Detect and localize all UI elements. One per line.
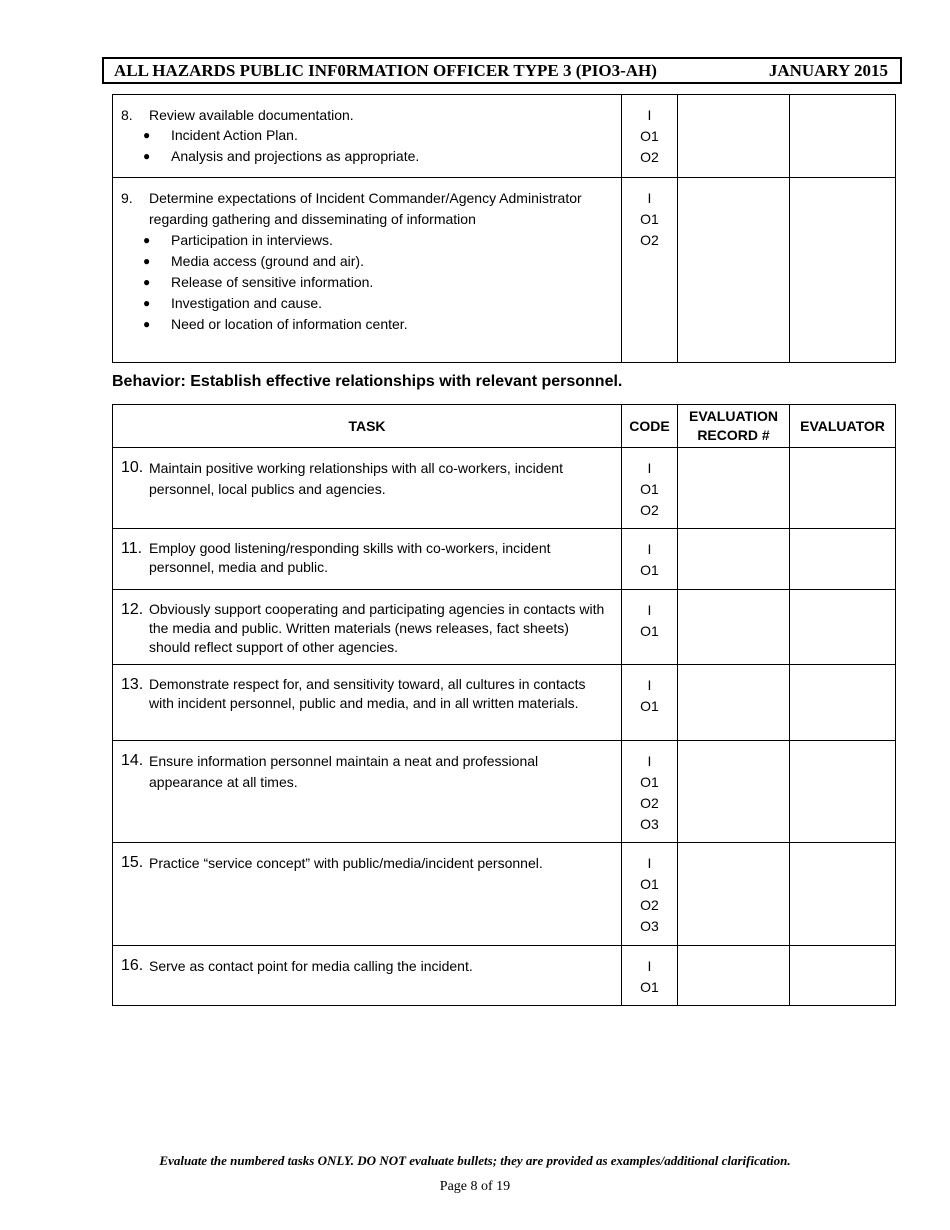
table-header-row [113, 405, 896, 448]
evaluation-record-cell[interactable] [678, 741, 790, 843]
table-row [113, 178, 896, 363]
code-cell: I O1 O2 [622, 178, 678, 363]
column-header-evaluation-record: EVALUATION RECORD # [678, 405, 790, 448]
evaluator-cell[interactable] [790, 665, 896, 741]
evaluator-cell[interactable] [790, 843, 896, 946]
task-text: Employ good listening/responding skills with co-workers, incident personnel, media and public. [149, 540, 551, 575]
document-date: JANUARY 2015 [768, 60, 888, 80]
bullet-item: ● Investigation and cause. [143, 295, 322, 311]
evaluator-cell[interactable] [790, 590, 896, 665]
task-number: 8. [121, 107, 133, 123]
code-cell: I O1 [622, 590, 678, 665]
task-table-continued [112, 94, 896, 363]
task-number: 14. [121, 752, 144, 769]
evaluator-cell[interactable] [790, 741, 896, 843]
bullet-list [121, 125, 613, 167]
table-row [113, 741, 896, 843]
column-header-evaluator: EVALUATOR [790, 405, 896, 448]
evaluator-cell[interactable] [790, 529, 896, 590]
code-cell: I O1 O2 O3 [622, 843, 678, 946]
task-cell [113, 843, 622, 946]
page-number: Page 8 of 19 [439, 1179, 511, 1194]
table-row [113, 95, 896, 178]
evaluation-record-cell[interactable] [678, 178, 790, 363]
evaluation-record-cell[interactable] [678, 665, 790, 741]
task-text: Ensure information personnel maintain a neat and professional appearance at all times. [149, 753, 539, 790]
bullet-item: ● Release of sensitive information. [143, 274, 374, 290]
table-row [113, 665, 896, 741]
task-text: Demonstrate respect for, and sensitivity toward, all cultures in contacts with incident personnel, public and media, and in all written materials. [149, 676, 586, 711]
table-row [113, 590, 896, 665]
code-cell: I O1 O2 [622, 95, 678, 178]
bullet-list [121, 230, 613, 335]
bullet-item: ● Incident Action Plan. [143, 127, 298, 143]
evaluation-record-cell[interactable] [678, 95, 790, 178]
document-title: ALL HAZARDS PUBLIC INF0RMATION OFFICER TYPE 3 (PIO3-AH) [114, 60, 657, 80]
bullet-item: ● Analysis and projections as appropriate. [143, 148, 420, 164]
evaluation-record-cell[interactable] [678, 529, 790, 590]
evaluation-record-cell[interactable] [678, 590, 790, 665]
task-number: 15. [121, 854, 144, 871]
task-cell [113, 946, 622, 1006]
footer-note: Evaluate the numbered tasks ONLY. DO NOT evaluate bullets; they are provided as examples/additional clarification. [159, 1153, 791, 1168]
task-cell [113, 178, 622, 363]
task-number: 10. [121, 459, 144, 476]
document-header [102, 57, 902, 84]
task-cell [113, 741, 622, 843]
task-cell [113, 95, 622, 178]
task-cell [113, 590, 622, 665]
table-row [113, 946, 896, 1006]
column-header-task: TASK [113, 405, 622, 448]
code-cell: I O1 O2 O3 [622, 741, 678, 843]
bullet-item: ● Participation in interviews. [143, 232, 333, 248]
evaluator-cell[interactable] [790, 178, 896, 363]
column-header-code: CODE [622, 405, 678, 448]
bullet-item: ● Need or location of information center. [143, 316, 408, 332]
bullet-item: ● Media access (ground and air). [143, 253, 364, 269]
task-number: 13. [121, 676, 144, 693]
behavior-heading: Behavior: Establish effective relationships with relevant personnel. [112, 373, 623, 390]
code-cell: I O1 [622, 946, 678, 1006]
task-cell [113, 665, 622, 741]
task-table [112, 404, 896, 1006]
task-text: Obviously support cooperating and participating agencies in contacts with the media and public. Written materials (news releases, fact sheets) should reflect support of other agencies. [149, 601, 605, 655]
code-cell: I O1 [622, 529, 678, 590]
task-text: Serve as contact point for media calling the incident. [149, 958, 473, 974]
evaluation-record-cell[interactable] [678, 946, 790, 1006]
code-cell: I O1 [622, 665, 678, 741]
task-text: Practice “service concept” with public/media/incident personnel. [149, 855, 543, 871]
task-text: Maintain positive working relationships with all co-workers, incident personnel, local publics and agencies. [149, 460, 563, 497]
table-row [113, 843, 896, 946]
evaluation-record-cell[interactable] [678, 843, 790, 946]
code-cell: I O1 O2 [622, 448, 678, 529]
table-row [113, 448, 896, 529]
task-cell [113, 448, 622, 529]
task-text: Review available documentation. [149, 107, 354, 123]
task-number: 12. [121, 601, 144, 618]
evaluator-cell[interactable] [790, 946, 896, 1006]
evaluator-cell[interactable] [790, 448, 896, 529]
evaluator-cell[interactable] [790, 95, 896, 178]
task-number: 9. [121, 190, 133, 206]
evaluation-record-cell[interactable] [678, 448, 790, 529]
task-text: Determine expectations of Incident Commander/Agency Administrator regarding gathering and disseminating of information [149, 190, 582, 227]
task-cell [113, 529, 622, 590]
task-number: 16. [121, 957, 144, 974]
table-row [113, 529, 896, 590]
task-number: 11. [121, 540, 143, 557]
